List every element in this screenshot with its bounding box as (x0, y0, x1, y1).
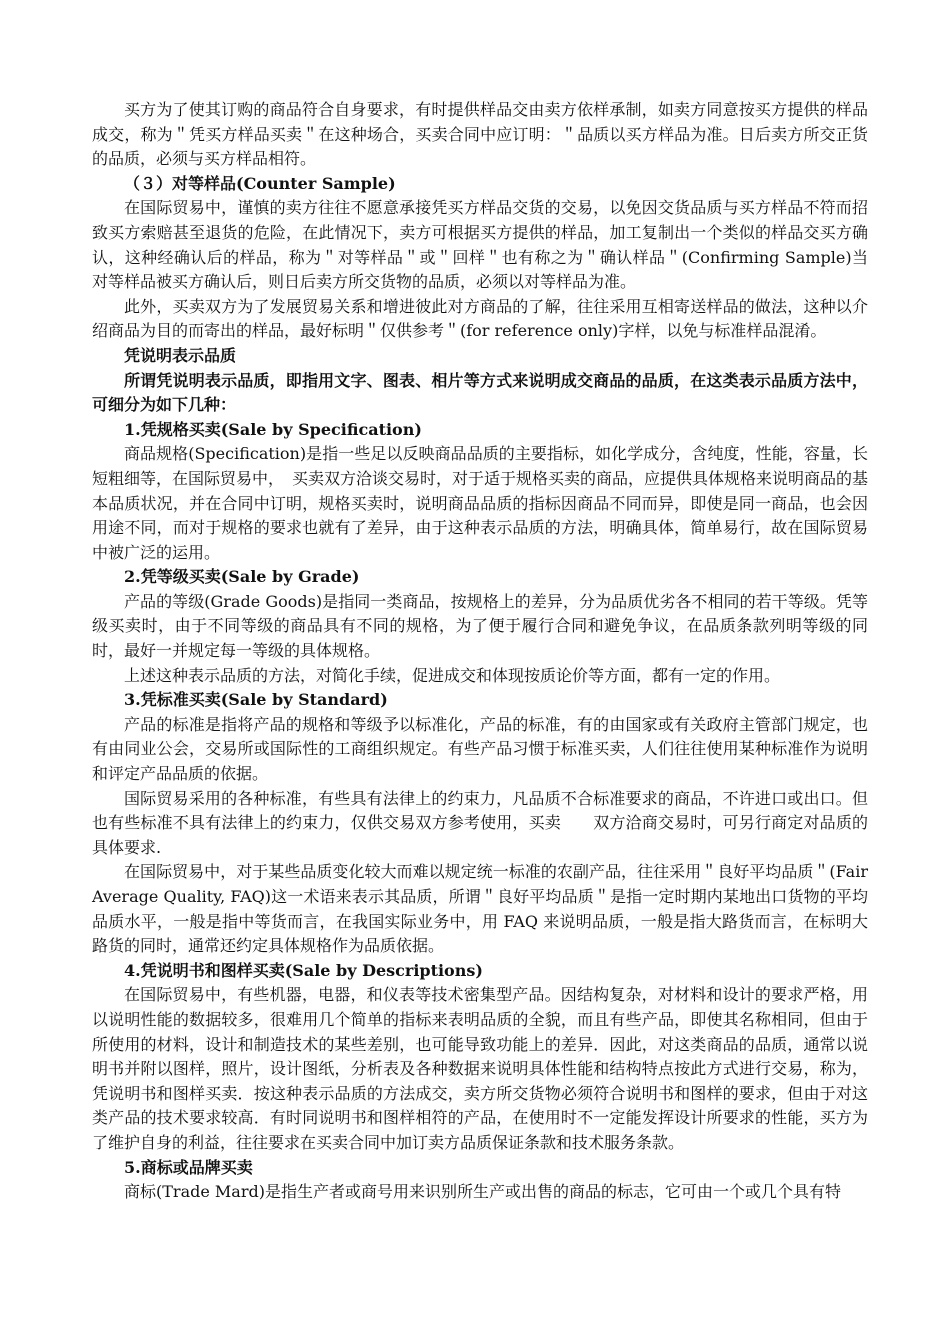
heading-sale-by-descriptions: 4.凭说明书和图样买卖(Sale by Descriptions) (124, 960, 483, 980)
paragraph-description-intro: 所谓凭说明表示品质，即指用文字、图表、相片等方式来说明成交商品的品质，在这类表示品质方法中，可细分为如下几种： (92, 370, 868, 415)
paragraph-trademark: 商标(Trade Mard)是指生产者或商号用来识别所生产或出售的商品的标志，它可由一个或几个具有特 (124, 1182, 841, 1202)
paragraph-descriptions: 在国际贸易中，有些机器，电器，和仪表等技术密集型产品。因结构复杂，对材料和设计的要求严格，用以说明性能的数据较多，很难用几个简单的指标来表明品质的全貌，而且有些产品，即使其名称相同，但由于所使用的材料，设计和制造技术的某些差别，也可能导致功能上的差异．因此，对这类商品的品质，通常以说明书并附以图样，照片，设计图纸，分析表及各种数据来说明具体性能和结构特点按此方式进行交易，称为，凭说明书和图样买卖．按这种表示品质的方法成交，卖方所交货物必须符合说明书和图样的要求，但由于对这类产品的技术要求较高．有时同说明书和图样相符的产品，在使用时不一定能发挥设计所要求的性能，买方为了维护自身的利益，往往要求在买卖合同中加订卖方品质保证条款和技术服务条款。 (92, 985, 868, 1152)
heading-sale-by-standard: 3.凭标准买卖(Sale by Standard) (124, 690, 388, 710)
heading-sale-by-specification: 1.凭规格买卖(Sale by Specification) (124, 419, 422, 439)
heading-quality-by-description: 凭说明表示品质 (124, 345, 237, 365)
heading-sale-by-grade: 2.凭等级买卖(Sale by Grade) (124, 567, 360, 587)
heading-counter-sample: （３）对等样品(Counter Sample) (124, 173, 396, 193)
paragraph-standard: 产品的标准是指将产品的规格和等级予以标准化，产品的标准，有的由国家或有关政府主管部门规定，也有由同业公会，交易所或国际性的工商组织规定。有些产品习惯于标准买卖，人们往往使用某种标准作为说明和评定产品品质的依据。 (92, 714, 868, 784)
paragraph-counter-sample: 在国际贸易中，谨慎的卖方往往不愿意承接凭买方样品交货的交易，以免因交货品质与买方样品不符而招致买方索赔甚至退货的危险，在此情况下，卖方可根据买方提供的样品，加工复制出一个类似的样品交买方确认，这种经确认后的样品，称为＂对等样品＂或＂回样＂也有称之为＂确认样品＂(Confirming Sample)当对等样品被买方确认后，则日后卖方所交货物的品质，必须以对等样品为准。 (92, 198, 868, 292)
document-page (92, 98, 868, 1205)
paragraph-reference-sample: 此外，买卖双方为了发展贸易关系和增进彼此对方商品的了解，往往采用互相寄送样品的做法，这种以介绍商品为目的而寄出的样品，最好标明＂仅供参考＂(for reference only)字样，以免与标准样品混淆。 (92, 296, 868, 341)
paragraph-standard-legal: 国际贸易采用的各种标准，有些具有法律上的约束力，凡品质不合标准要求的商品，不许进口或出口。但也有些标准不具有法律上的约束力，仅供交易双方参考使用，买卖 双方洽商交易时，可另行商定对品质的具体要求. (92, 788, 868, 857)
paragraph-buyer-sample: 买方为了使其订购的商品符合自身要求，有时提供样品交由卖方依样承制，如卖方同意按买方提供的样品成交，称为＂凭买方样品买卖＂在这种场合，买卖合同中应订明：＂品质以买方样品为准。日后卖方所交正货的品质，必须与买方样品相符。 (92, 100, 868, 169)
paragraph-grade-benefit: 上述这种表示品质的方法，对简化手续，促进成交和体现按质论价等方面，都有一定的作用。 (124, 665, 781, 685)
paragraph-grade: 产品的等级(Grade Goods)是指同一类商品，按规格上的差异，分为品质优劣各不相同的若干等级。凭等级买卖时，由于不同等级的商品具有不同的规格，为了便于履行合同和避免争议，在品质条款列明等级的同时，最好一并规定每一等级的具体规格。 (92, 591, 868, 661)
paragraph-specification: 商品规格(Specification)是指一些足以反映商品品质的主要指标，如化学成分，含纯度，性能，容量，长短粗细等，在国际贸易中， 买卖双方洽谈交易时，对于适于规格买卖的商品，应提供具体规格来说明商品的基本品质状况，并在合同中订明，规格买卖时，说明商品品质的指标因商品不同而异，即使是同一商品，也会因用途不同，而对于规格的要求也就有了差异，由于这种表示品质的方法，明确具体，简单易行，故在国际贸易中被广泛的运用。 (92, 444, 869, 562)
paragraph-faq: 在国际贸易中，对于某些品质变化较大而难以规定统一标准的农副产品，往往采用＂良好平均品质＂(Fair Average Quality, FAQ)这一术语来表示其品质，所谓＂良好平均品质＂是指一定时期内某地出口货物的平均品质水平，一般是指中等货而言，在我国实际业务中，用 FAQ 来说明品质，一般是指大路货而言，在标明大路货的同时，通常还约定具体规格作为品质依据。 (92, 862, 868, 956)
heading-trademark-brand: 5.商标或品牌买卖 (124, 1157, 253, 1177)
